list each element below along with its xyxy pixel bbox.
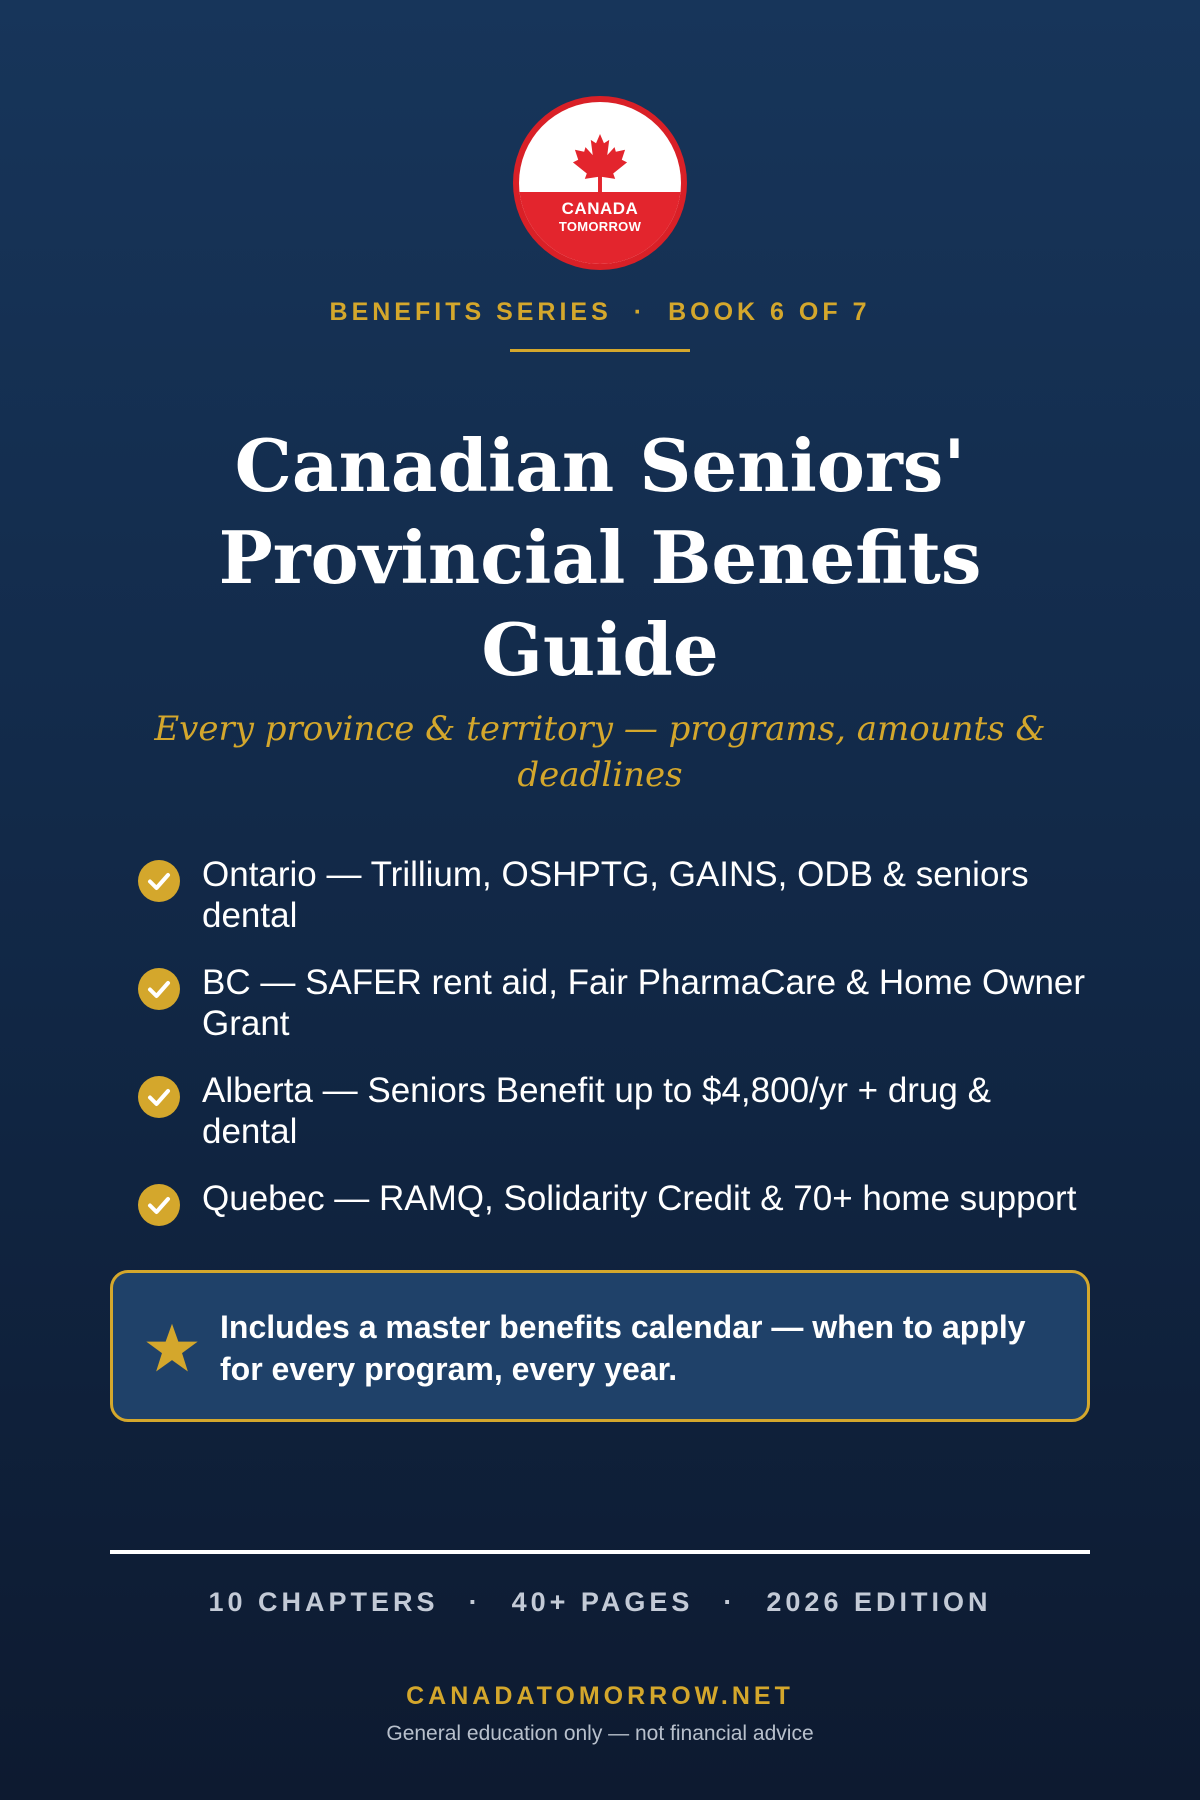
series-label	[0, 298, 1200, 327]
feature-text: BC — SAFER rent aid, Fair PharmaCare & Home Owner Grant	[202, 963, 1086, 1043]
check-circle-icon	[138, 1184, 180, 1226]
website-url: CANADATOMORROW.NET	[406, 1682, 794, 1710]
footer-divider	[110, 1550, 1090, 1554]
feature-item-bc	[138, 962, 1088, 1044]
series-divider	[510, 349, 690, 352]
maple-leaf-icon	[567, 130, 633, 196]
feature-item-alberta	[138, 1070, 1088, 1152]
feature-text: Quebec — RAMQ, Solidarity Credit & 70+ home support	[202, 1179, 1077, 1218]
feature-item-quebec	[138, 1178, 1088, 1219]
logo-text-canada: CANADA	[561, 199, 639, 218]
feature-item-ontario	[138, 854, 1088, 936]
book-stats	[0, 1587, 1200, 1618]
book-subtitle: Every province & territory — programs, amounts & deadlines	[154, 709, 1046, 795]
callout-text: Includes a master benefits calendar — when to apply for every program, every year.	[220, 1309, 1026, 1387]
series-name: BENEFITS SERIES	[329, 298, 612, 326]
stat-chapters: 10 CHAPTERS	[208, 1587, 439, 1617]
disclaimer-text: General education only — not financial advice	[386, 1722, 814, 1745]
stat-separator: ·	[723, 1587, 737, 1617]
check-circle-icon	[138, 968, 180, 1010]
star-icon	[145, 1321, 199, 1375]
stat-edition: 2026 EDITION	[766, 1587, 992, 1617]
logo-inner-circle	[519, 102, 681, 264]
feature-list	[138, 854, 1088, 1245]
check-circle-icon	[138, 860, 180, 902]
book-title: Canadian Seniors' Provincial Benefits Guide	[218, 423, 982, 692]
feature-text: Alberta — Seniors Benefit up to $4,800/yr + drug & dental	[202, 1071, 991, 1151]
calendar-callout-box	[110, 1270, 1090, 1422]
stat-separator: ·	[468, 1587, 482, 1617]
book-number: BOOK 6 OF 7	[668, 298, 871, 326]
logo-text-tomorrow: TOMORROW	[558, 219, 642, 234]
canada-tomorrow-logo	[513, 96, 687, 270]
stat-pages: 40+ PAGES	[511, 1587, 694, 1617]
check-circle-icon	[138, 1076, 180, 1118]
series-separator: ·	[633, 298, 647, 326]
feature-text: Ontario — Trillium, OSHPTG, GAINS, ODB & seniors dental	[202, 855, 1029, 935]
